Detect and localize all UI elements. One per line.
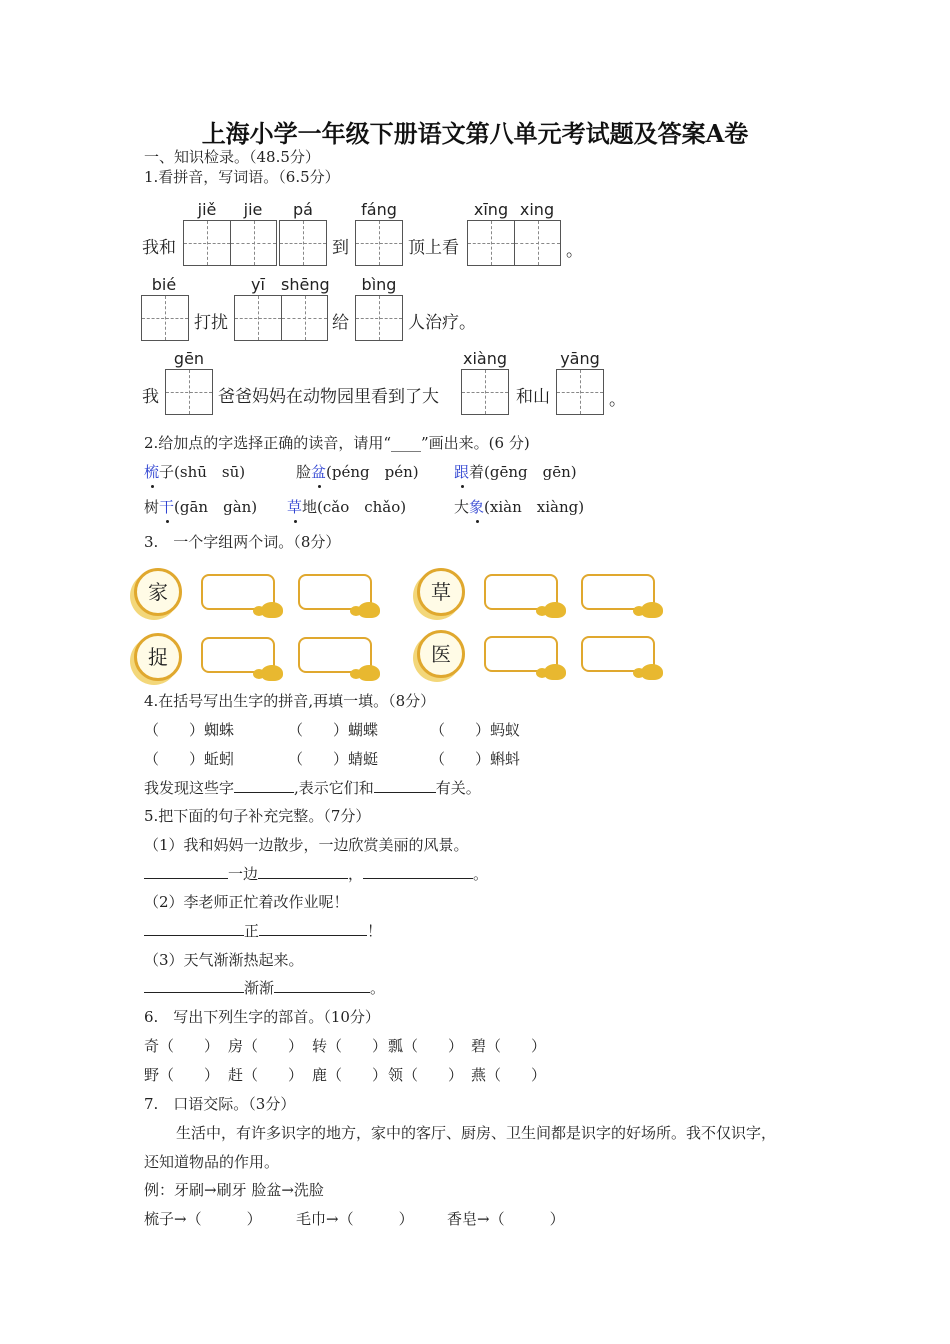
sentence-text: 爸爸妈妈在动物园里看到了大 [218, 387, 439, 407]
answer-bubble[interactable] [201, 637, 275, 673]
writing-grid[interactable] [355, 220, 403, 266]
char-circle: 捉 [134, 633, 182, 681]
fill-sentence: 正 ！ [144, 920, 382, 941]
fill-item[interactable]: （ ）蝌蚪 [430, 750, 521, 768]
sentence-text: 和山 [516, 387, 550, 407]
blank-line[interactable] [258, 864, 348, 879]
sentence-text: 打扰 [194, 313, 228, 333]
radical-item[interactable]: 野（ ） [144, 1066, 220, 1084]
paragraph: 生活中，有许多识字的地方，家中的客厅、厨房、卫生间都是识字的好场所。我不仅识字， [176, 1124, 777, 1142]
sentence-text: 。 [566, 241, 583, 261]
reading-choice[interactable]: 脸盆(péng pén) [296, 463, 419, 481]
question-4-heading: 4.在括号写出生字的拼音,再填一填。（8分） [144, 692, 436, 710]
blank-line[interactable] [144, 864, 228, 879]
blank-line[interactable] [274, 978, 370, 993]
pinyin: jiě [197, 200, 217, 219]
radical-item[interactable]: 转（ ） [312, 1037, 388, 1055]
pinyin: xīng [473, 200, 509, 219]
sentence-text: 人治疗。 [408, 313, 476, 333]
fill-item[interactable]: 梳子→（ ） [144, 1210, 262, 1228]
fill-item[interactable]: （ ）蜘蛛 [144, 721, 235, 739]
char-circle: 家 [134, 568, 182, 616]
answer-bubble[interactable] [201, 574, 275, 610]
answer-bubble[interactable] [298, 574, 372, 610]
question-6-heading: 6. 写出下列生字的部首。（10分） [144, 1008, 380, 1026]
pinyin: fáng [361, 200, 397, 219]
example-sentence: （1）我和妈妈一边散步，一边欣赏美丽的风景。 [144, 836, 469, 854]
writing-grid[interactable] [461, 369, 509, 415]
pinyin: xing [519, 200, 555, 219]
pinyin: shēng [281, 275, 330, 294]
radical-item[interactable]: 赶（ ） [228, 1066, 304, 1084]
reading-choice[interactable]: 跟着(gēng gēn) [454, 463, 577, 481]
sentence-text: 我和 [142, 238, 176, 258]
pinyin: xiàng [462, 349, 507, 368]
question-1-heading: 1.看拼音，写词语。（6.5分） [144, 168, 340, 186]
sentence-text: 我 [142, 387, 159, 407]
paragraph: 还知道物品的作用。 [144, 1153, 280, 1171]
radical-item[interactable]: 奇（ ） [144, 1037, 220, 1055]
fill-item[interactable]: （ ）蚯蚓 [144, 750, 235, 768]
radical-item[interactable]: 鹿（ ） [312, 1066, 388, 1084]
writing-grid[interactable] [556, 369, 604, 415]
question-7-heading: 7. 口语交际。（3分） [144, 1095, 296, 1113]
answer-bubble[interactable] [581, 574, 655, 610]
pinyin: bié [151, 275, 177, 294]
example-sentence: （3）天气渐渐热起来。 [144, 951, 304, 969]
fill-sentence: 一边 ， 。 [144, 863, 488, 884]
reading-choice[interactable]: 大象(xiàn xiàng) [454, 498, 585, 516]
writing-grid[interactable] [279, 220, 327, 266]
blank-line[interactable] [374, 778, 436, 793]
radical-item[interactable]: 房（ ） [228, 1037, 304, 1055]
example-text: 例：牙刷→刷牙 脸盆→洗脸 [144, 1181, 324, 1199]
char-circle: 草 [417, 568, 465, 616]
sentence-text: 到 [332, 238, 349, 258]
answer-bubble[interactable] [581, 636, 655, 672]
question-2-heading: 2.给加点的字选择正确的读音，请用“____”画出来。(6 分) [144, 434, 530, 452]
fill-item[interactable]: 毛巾→（ ） [296, 1210, 414, 1228]
writing-grid[interactable] [234, 295, 328, 341]
reading-choice[interactable]: 草地(cǎo chǎo) [287, 498, 407, 516]
fill-sentence: 渐渐 。 [144, 977, 385, 998]
question-3-heading: 3. 一个字组两个词。（8分） [144, 533, 341, 551]
writing-grid[interactable] [165, 369, 213, 415]
blank-line[interactable] [363, 864, 473, 879]
fill-item[interactable]: （ ）蝴蝶 [288, 721, 379, 739]
fill-item[interactable]: （ ）蜻蜓 [288, 750, 379, 768]
blank-line[interactable] [259, 921, 367, 936]
radical-item[interactable]: 碧（ ） [471, 1037, 547, 1055]
page-title: 上海小学一年级下册语文第八单元考试题及答案A卷 [201, 119, 749, 148]
reading-choice[interactable]: 梳子(shū sū) [144, 463, 246, 481]
radical-item[interactable]: 燕（ ） [471, 1066, 547, 1084]
pinyin: bìng [361, 275, 397, 294]
reading-choice[interactable]: 树干(gān gàn) [144, 498, 258, 516]
answer-bubble[interactable] [484, 574, 558, 610]
radical-item[interactable]: 瓢（ ） [388, 1037, 464, 1055]
pinyin: gēn [173, 349, 205, 368]
sentence-text: 。 [609, 390, 626, 410]
pinyin: yāng [560, 349, 600, 368]
sentence-text: 给 [332, 313, 349, 333]
blank-line[interactable] [144, 978, 244, 993]
fill-item[interactable]: （ ）蚂蚁 [430, 721, 521, 739]
answer-bubble[interactable] [484, 636, 558, 672]
writing-grid[interactable] [355, 295, 403, 341]
writing-grid[interactable] [141, 295, 189, 341]
section-heading: 一、知识检录。（48.5分） [144, 148, 320, 166]
fill-item[interactable]: 香皂→（ ） [447, 1210, 565, 1228]
answer-bubble[interactable] [298, 637, 372, 673]
char-circle: 医 [417, 630, 465, 678]
sentence-text: 顶上看 [408, 238, 459, 258]
blank-line[interactable] [234, 778, 294, 793]
writing-grid[interactable] [467, 220, 561, 266]
pinyin: jie [243, 200, 263, 219]
fill-sentence: 我发现这些字 ,表示它们和 有关。 [144, 779, 481, 797]
pinyin: pá [293, 200, 313, 219]
pinyin: yī [251, 275, 265, 294]
question-5-heading: 5.把下面的句子补充完整。（7分） [144, 807, 371, 825]
example-sentence: （2）李老师正忙着改作业呢！ [144, 893, 349, 911]
blank-line[interactable] [144, 921, 244, 936]
radical-item[interactable]: 领（ ） [388, 1066, 464, 1084]
writing-grid[interactable] [183, 220, 277, 266]
